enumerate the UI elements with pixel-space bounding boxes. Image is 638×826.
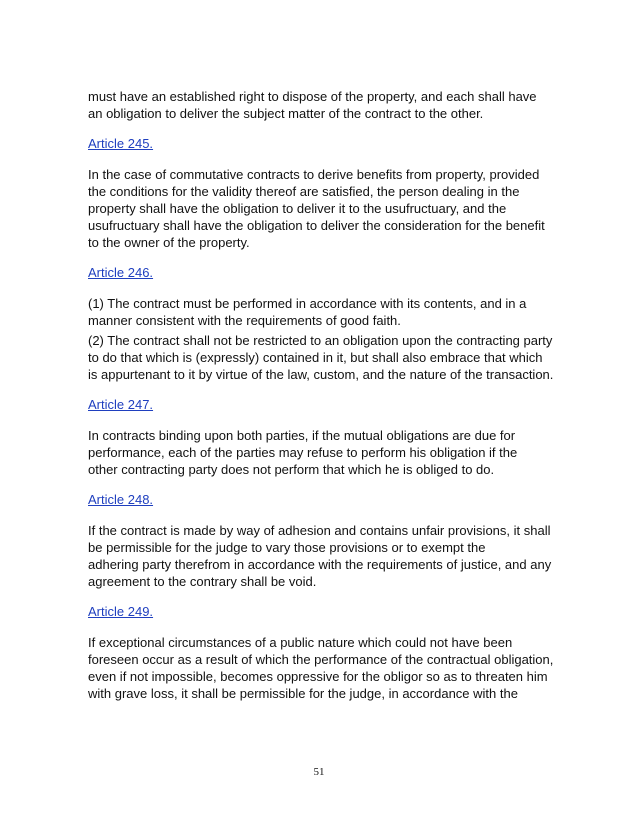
text-line: be permissible for the judge to vary those provisions or to exempt the: [88, 540, 486, 555]
text-line: to the owner of the property.: [88, 235, 250, 250]
text-line: an obligation to deliver the subject matter of the contract to the other.: [88, 106, 484, 121]
article-249-link[interactable]: Article 249.: [88, 604, 154, 619]
article-245-paragraph: [88, 166, 558, 251]
text-line: adhering party therefrom in accordance with the requirements of justice, and any: [88, 557, 552, 572]
page-content: [88, 88, 558, 715]
text-line: performance, each of the parties may refuse to perform his obligation if the: [88, 445, 518, 460]
article-245-link[interactable]: Article 245.: [88, 136, 154, 151]
article-246-paragraph-1: [88, 295, 558, 329]
text-line: must have an established right to dispose of the property, and each shall have: [88, 89, 537, 104]
article-247-paragraph: [88, 427, 558, 478]
text-line: In the case of commutative contracts to derive benefits from property, provided: [88, 167, 540, 182]
text-line: to do that which is (expressly) contained in it, but shall also embrace that which: [88, 350, 543, 365]
text-line: is appurtenant to it by virtue of the law, custom, and the nature of the transaction.: [88, 367, 554, 382]
text-line: with grave loss, it shall be permissible for the judge, in accordance with the: [88, 686, 518, 701]
article-247-link[interactable]: Article 247.: [88, 397, 154, 412]
text-line: agreement to the contrary shall be void.: [88, 574, 317, 589]
text-line: other contracting party does not perform that which he is obliged to do.: [88, 462, 495, 477]
text-line: In contracts binding upon both parties, if the mutual obligations are due for: [88, 428, 516, 443]
text-line: even if not impossible, becomes oppressive for the obligor so as to threaten him: [88, 669, 548, 684]
continuation-paragraph: [88, 88, 558, 122]
text-line: If exceptional circumstances of a public nature which could not have been: [88, 635, 513, 650]
text-line: If the contract is made by way of adhesion and contains unfair provisions, it shall: [88, 523, 551, 538]
article-248-link[interactable]: Article 248.: [88, 492, 154, 507]
page-number: 51: [313, 766, 325, 778]
text-line: (1) The contract must be performed in accordance with its contents, and in a: [88, 296, 527, 311]
text-line: (2) The contract shall not be restricted to an obligation upon the contracting party: [88, 333, 553, 348]
article-248-paragraph: [88, 522, 558, 590]
text-line: the conditions for the validity thereof are satisfied, the person dealing in the: [88, 184, 520, 199]
text-line: foreseen occur as a result of which the performance of the contractual obligation,: [88, 652, 554, 667]
article-246-link[interactable]: Article 246.: [88, 265, 154, 280]
article-246-paragraph-2: [88, 332, 558, 383]
article-249-paragraph: [88, 634, 558, 702]
text-line: manner consistent with the requirements of good faith.: [88, 313, 401, 328]
text-line: property shall have the obligation to deliver it to the usufructuary, and the: [88, 201, 507, 216]
text-line: usufructuary shall have the obligation to deliver the consideration for the benefit: [88, 218, 545, 233]
